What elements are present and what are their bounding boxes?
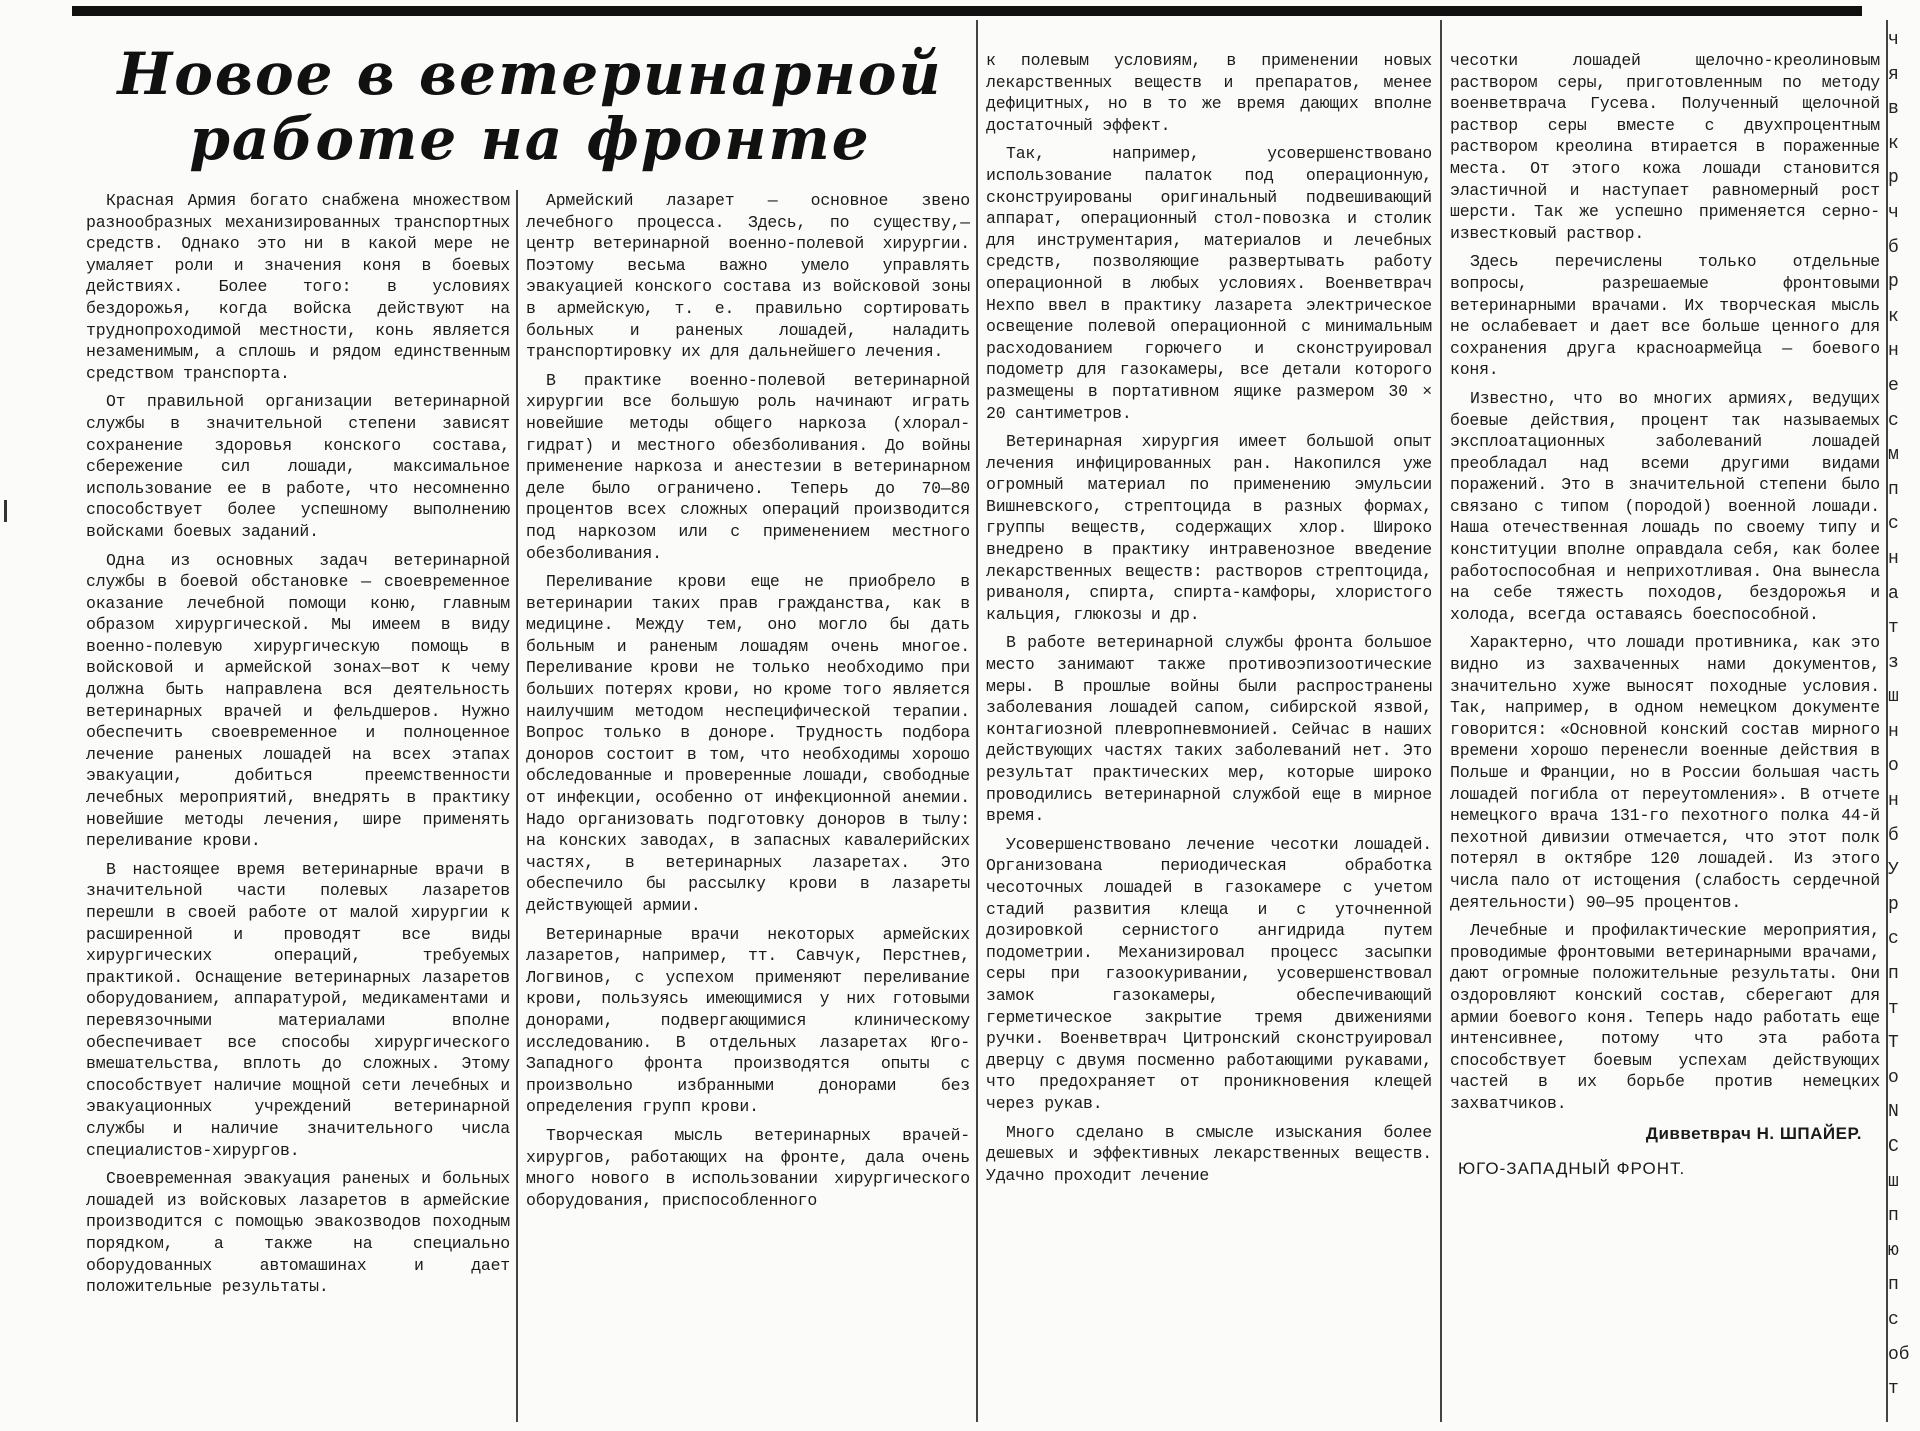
- edge-fragment: о: [1888, 1067, 1899, 1088]
- paragraph: Своевременная эвакуация раненых и больных лошадей из войсковых лазаретов в армейские производится с помощью эвакозводов походным порядком, а также на специально оборудованных автомашинах и дает положительные результаты.: [86, 1169, 510, 1297]
- edge-fragment: Т: [1888, 1033, 1899, 1054]
- top-rule: [72, 6, 1862, 16]
- edge-fragment: н: [1888, 721, 1899, 742]
- paragraph: к полевым условиям, в применении новых лекарственных веществ и препаратов, менее дефицитных, но в то же время дающих вполне достаточный эффект.: [986, 51, 1432, 135]
- edge-fragment: ю: [1888, 1240, 1899, 1261]
- column-divider: [1440, 20, 1442, 1422]
- paragraph: От правильной организации ветеринарной службы в значительной степени зависят сохранение здоровья конского состава, сбережение сил лошади, максимальное использование ее в работе, что несомненно способствует более успешному выполнению войсками боевых заданий.: [86, 392, 510, 541]
- edge-fragment: ш: [1888, 1171, 1899, 1192]
- article-headline: [90, 42, 970, 172]
- headline-line-1: Новое в ветеринарной: [117, 40, 943, 108]
- edge-fragment: м: [1888, 445, 1899, 466]
- edge-fragment: з: [1888, 652, 1899, 673]
- paragraph: Много сделано в смысле изыскания более дешевых и эффективных лекарственных веществ. Удачно проходит лечение: [986, 1122, 1432, 1185]
- paragraph: Характерно, что лошади противника, как это видно из захваченных нами документов, значительно хуже выносят походные условия. Так, например, в одном немецком документе говорится: «Основной конский состав мирного времени хорошо перенесли военные действия в Польше и Франции, но в России большая часть лошадей погибла от переутомления». В отчете немецкого врача 131-го пехотного полка 44-й пехотной дивизии отмечается, что этот полк потерял в октябре 120 лошадей. Из этого числа пало от истощения (слабость сердечной деятельности) 90—95 процентов.: [1450, 633, 1880, 912]
- paragraph: Ветеринарные врачи некоторых армейских лазаретов, например, тт. Савчук, Перстнев, Логвинов, с успехом применяют переливание крови, пользуясь имеющимися у них готовыми донорами, подвергающимися клиническому исследованию. В отдельных лазаретах Юго-Западного фронта производятся опыты с произвольно избранными донорами без определения групп крови.: [526, 924, 970, 1117]
- column-divider: [976, 20, 978, 1422]
- edge-fragment: ч: [1888, 30, 1899, 50]
- edge-fragment: С: [1888, 1137, 1899, 1157]
- edge-fragment: п: [1888, 964, 1899, 985]
- edge-fragment: с: [1888, 410, 1899, 431]
- edge-fragment: р: [1888, 894, 1899, 915]
- headline-line-2: работе на фронте: [189, 104, 871, 173]
- edge-fragment: п: [1888, 1206, 1899, 1227]
- edge-fragment: об: [1888, 1344, 1910, 1365]
- paragraph: В практике военно-полевой ветеринарной хирургии все большую роль начинают играть новейшие методы общего наркоза (хлорал-гидрат) и местного обезболивания. До войны применение наркоза и анестезии в ветеринарном деле было ограничено. Теперь до 70—80 процентов всех сложных операций производится под наркозом или с применением местного обезболивания.: [526, 370, 970, 563]
- edge-fragment: N: [1888, 1102, 1899, 1123]
- paragraph: Армейский лазарет — основное звено лечебного процесса. Здесь, по существу,— центр ветеринарной военно-полевой хирургии. Поэтому весьма важно умело управлять эвакуацией конского состава из войсковой зоны в армейскую, т. е. правильно сортировать больных и раненых лошадей, наладить транспортировку их для дальнейшего лечения.: [526, 191, 970, 362]
- edge-fragment: в: [1888, 99, 1899, 120]
- margin-mark: [4, 500, 7, 522]
- edge-fragment: а: [1888, 583, 1899, 604]
- paragraph: Здесь перечислены только отдельные вопросы, разрешаемые фронтовыми ветеринарными врачами. Их творческая мысль не ослабевает и дает все больше ценного для сохранения друга красноармейца — боевого коня.: [1450, 252, 1880, 380]
- paragraph: чесотки лошадей щелочно-креолиновым раствором серы, приготовленным по методу военветврача Гусева. Полученный щелочной раствор серы вместе с двухпроцентным раствором креолина втирается в пораженные места. От этого кожа лошади становится эластичной и наступает равномерный рост шерсти. Так же успешно применяется серно-известковый раствор.: [1450, 51, 1880, 243]
- column-divider: [516, 190, 518, 1422]
- edge-fragment: с: [1888, 1309, 1899, 1330]
- edge-fragment: б: [1888, 825, 1899, 846]
- article-column-1: [86, 190, 510, 1426]
- edge-fragment: У: [1888, 860, 1899, 881]
- author-signature: Дивветврач Н. ШПАЙЕР.: [1645, 1123, 1862, 1143]
- paragraph: Так, например, усовершенствовано использование палаток под операционную, сконструированы оригинальный подвешивающий аппарат, операционный стол-повозка и столик для инструментария, материалов и лечебных средств, позволяющие развертывать работу операционной в любых условиях. Военветврач Нехпо ввел в практику лазарета электрическое освещение полевой операционной с минимальным расходованием горючего и сконструировал подометр для газокамеры, все детали которого размещены в портативном ящике размером 30 × 20 сантиметров.: [986, 144, 1432, 423]
- edge-fragment: с: [1888, 929, 1899, 950]
- paragraph: Творческая мысль ветеринарных врачей-хирургов, работающих на фронте, дала очень много нового в использовании хирургического оборудования, приспособленного: [526, 1125, 970, 1210]
- paragraph: В работе ветеринарной службы фронта большое место занимают также противоэпизоотические меры. В прошлые войны были распространены заболевания лошадей сапом, сибирской язвой, контагиозной плевропневмонией. Сейчас в наших действующих частях таких заболеваний нет. Это результат практических мер, которые широко проводились ветеринарной службой еще в мирное время.: [986, 633, 1432, 826]
- edge-fragment: я: [1888, 64, 1899, 85]
- edge-fragment: о: [1888, 756, 1899, 777]
- edge-fragment: е: [1888, 375, 1899, 396]
- edge-fragment: к: [1888, 306, 1899, 327]
- edge-fragment: р: [1888, 272, 1899, 293]
- dateline: ЮГО-ЗАПАДНЫЙ ФРОНТ.: [1458, 1159, 1686, 1179]
- paragraph: Переливание крови еще не приобрело в ветеринарии таких прав гражданства, как в медицине. Между тем, оно могло бы дать больным и раненым лошадям очень многое. Переливание крови не только необходимо при больших потерях крови, но кроме того является наилучшим методом неспецифической терапии. Вопрос только в доноре. Трудность подбора доноров состоит в том, что необходимы хорошо обследованные и проверенные лошади, свободные от инфекции, особенно от инфекционной анемии. Надо организовать подготовку доноров в тылу: на конских заводах, в запасных кавалерийских частях, в ветеринарных лазаретах. Это обеспечило бы рассылку крови в лазареты действующей армии.: [526, 572, 970, 915]
- edge-fragment: т: [1888, 1379, 1899, 1400]
- edge-fragment: н: [1888, 548, 1899, 569]
- paragraph: В настоящее время ветеринарные врачи в значительной части полевых лазаретов перешли в своей работе от малой хирургии к расширенной и проводят все виды хирургических операций, требуемых практикой. Оснащение ветеринарных лазаретов оборудованием, аппаратурой, медикаментами и перевязочными материалами вполне обеспечивает все способы хирургического вмешательства, вплоть до сложных. Этому способствует наличие мощной сети лечебных и эвакуационных учреждений ветеринарной службы и наличие значительного числа специалистов-хирургов.: [86, 859, 510, 1160]
- edge-fragment: с: [1888, 514, 1899, 535]
- edge-fragment: н: [1888, 791, 1899, 812]
- edge-fragment: ш: [1888, 687, 1899, 708]
- article-column-2: [526, 190, 970, 1426]
- edge-fragment: к: [1888, 133, 1899, 154]
- edge-fragment: ч: [1888, 202, 1899, 223]
- article-column-4: [1450, 50, 1880, 1426]
- adjacent-column-fragment: [1888, 0, 1920, 1431]
- edge-fragment: б: [1888, 237, 1899, 258]
- paragraph: Одна из основных задач ветеринарной службы в боевой обстановке — своевременное оказание лечебной помощи коню, главным образом хирургической. Мы имеем в виду военно-полевую хирургическую помощь в войсковой и армейской зонах—вот к чему должна быть направлена вся деятельность ветеринарных врачей и фельдшеров. Нужно обеспечить своевременное и полноценное лечение раненых лошадей на всех этапах эвакуации, добиться преемственности лечебных мероприятий, внедрять в практику новейшие методы лечения, шире применять переливание крови.: [86, 550, 510, 851]
- edge-fragment: п: [1888, 479, 1899, 500]
- paragraph: Усовершенствовано лечение чесотки лошадей. Организована периодическая обработка чесоточных лошадей в газокамере с учетом стадий развития клеща и с уточненной дозировкой сернистого ангидрида путем подометрии. Механизировал процесс засыпки серы при газоокуривании, усовершенствовал замок газокамеры, обеспечивающий герметическое закрытие тремя движениями ручки. Военветврач Цитронский сконструировал дверцу с двумя посменно работающими рукавами, что предохраняет от проникновения клещей через рукав.: [986, 834, 1432, 1113]
- paragraph: Известно, что во многих армиях, ведущих боевые действия, процент так называемых эксплоатационных заболеваний лошадей преобладал над всеми другими видами поражений. Это в значительной степени было связано с типом (породой) военной лошади. Наша отечественная лошадь по своему типу и конституции вполне оправдала себя, как более работоспособная и неприхотливая. Она вынесла на себе тяжесть походов, бездорожья и холода, всегда оставаясь боеспособной.: [1450, 388, 1880, 624]
- edge-fragment: п: [1888, 1275, 1899, 1296]
- article-column-3: [986, 50, 1432, 1426]
- edge-fragment: н: [1888, 341, 1899, 362]
- edge-fragment: т: [1888, 618, 1899, 639]
- paragraph: Лечебные и профилактические мероприятия, проводимые фронтовыми ветеринарными врачами, дают огромные положительные результаты. Они оздоровляют конский состав, сберегают для армии боевого коня. Теперь надо работать еще интенсивнее, потому что эта работа способствует боевым успехам действующих частей в их борьбе против немецких захватчиков.: [1450, 921, 1880, 1113]
- paragraph: Ветеринарная хирургия имеет большой опыт лечения инфицированных ран. Накопился уже огромный материал по применению эмульсии Вишневского, стрептоцида в разных формах, группы веществ, содержащих хлор. Широко внедрено в практику интравенозное введение лекарственных веществ: растворов стрептоцида, риваноля, спирта, спирта-камфоры, хлористого кальция, глюкозы и др.: [986, 432, 1432, 624]
- edge-fragment: т: [1888, 998, 1899, 1019]
- paragraph: Красная Армия богато снабжена множеством разнообразных механизированных транспортных средств. Однако это ни в какой мере не умаляет роли и значения коня в боевых действиях. Более того: в условиях бездорожья, когда войска действуют на труднопроходимой местности, конь является незаменимым, а сплошь и рядом единственным средством транспорта.: [86, 191, 510, 383]
- edge-fragment: р: [1888, 168, 1899, 189]
